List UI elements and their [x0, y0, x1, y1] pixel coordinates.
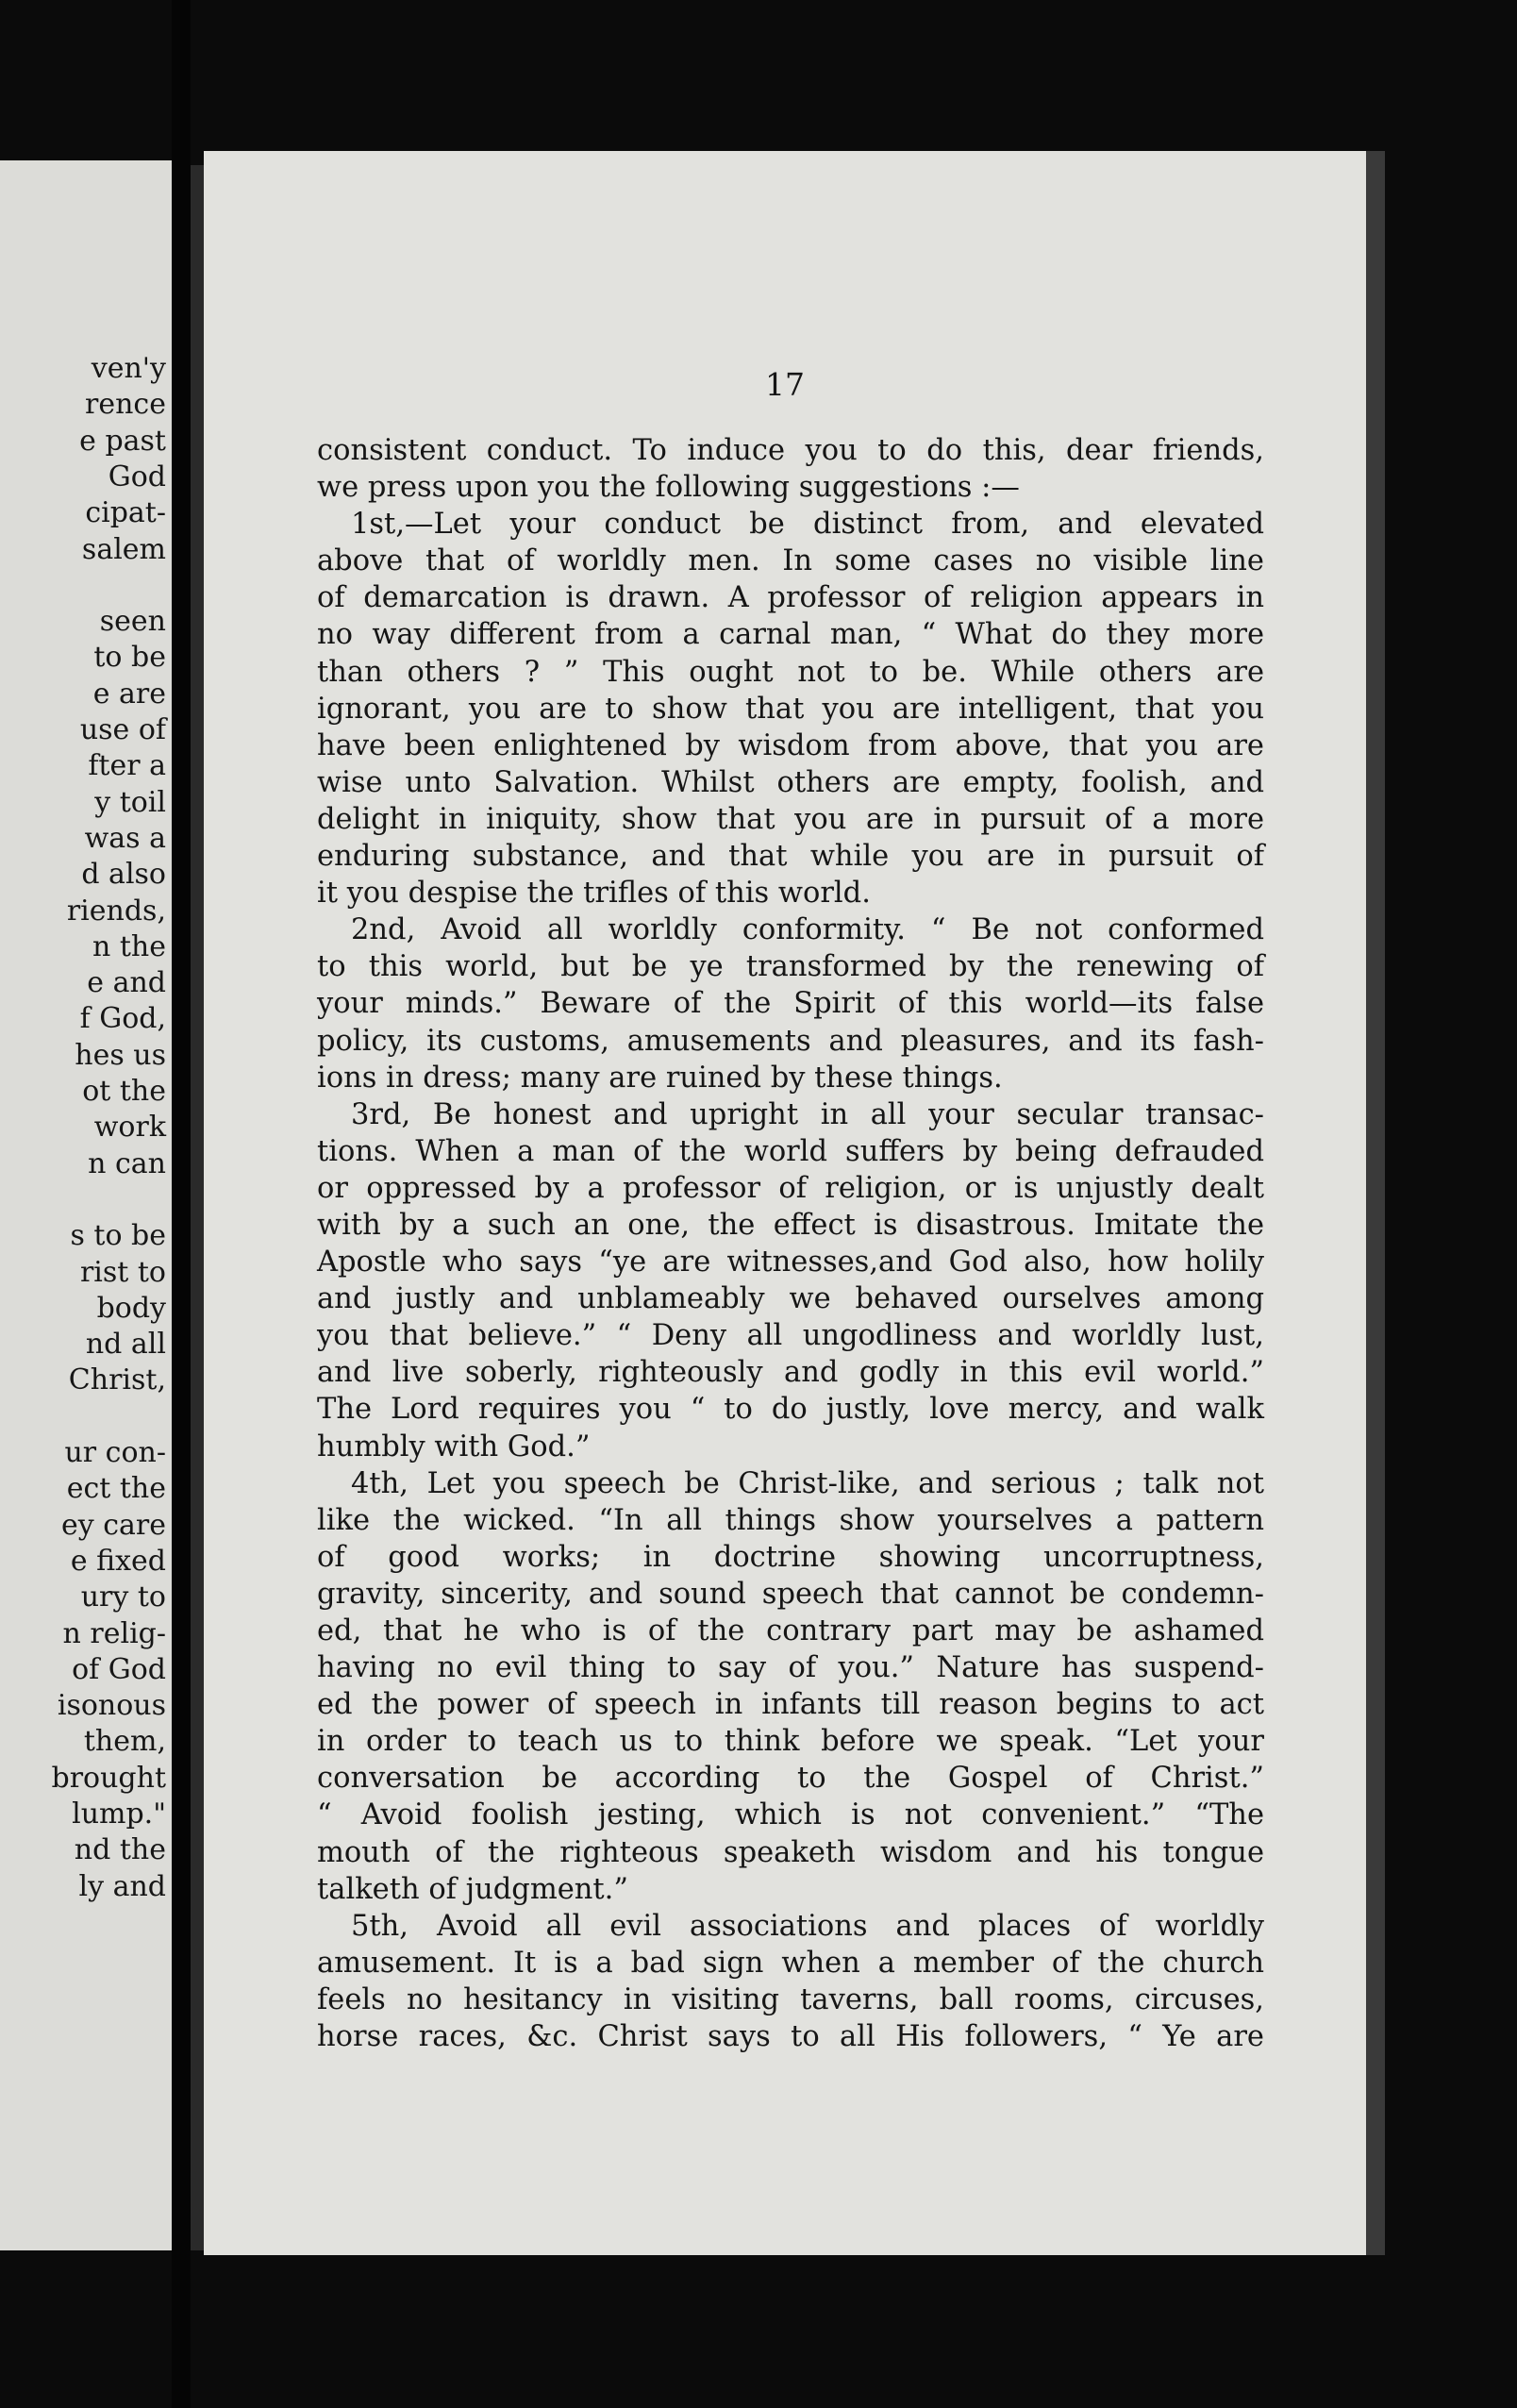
previous-page-line: ect the	[66, 1472, 166, 1506]
text-line: 4th, Let you speech be Christ-like, and serious ; talk not	[351, 1466, 1264, 1500]
text-line: ions in dress; many are ruined by these things.	[317, 1061, 1003, 1095]
previous-page-line: n relig-	[62, 1616, 166, 1650]
previous-page-line: work	[93, 1111, 166, 1145]
text-line: and justly and unblameably we behaved ourselves among	[317, 1282, 1264, 1316]
page-right-shadow	[1366, 151, 1385, 2255]
previous-page-line: body	[96, 1291, 166, 1325]
previous-page-line: e past	[79, 424, 166, 458]
text-line: and live soberly, righteously and godly in this evil world.”	[317, 1356, 1264, 1390]
current-page	[204, 151, 1366, 2255]
previous-page-line: d also	[81, 858, 166, 892]
text-line: to this world, but be ye transformed by the renewing of	[317, 950, 1264, 984]
previous-page-line: ury to	[80, 1580, 166, 1614]
text-line: enduring substance, and that while you are in pursuit of	[317, 840, 1264, 874]
previous-page-line: of God	[72, 1652, 166, 1686]
text-line: talketh of judgment.”	[317, 1872, 628, 1906]
text-line: “ Avoid foolish jesting, which is not convenient.” “The	[317, 1798, 1264, 1832]
previous-page-line: hes us	[75, 1038, 166, 1072]
text-line: above that of worldly men. In some cases no visible line	[317, 544, 1264, 578]
text-line: Apostle who says “ye are witnesses,and God also, how holily	[317, 1246, 1264, 1279]
previous-page-line: e and	[87, 966, 166, 1000]
text-line: having no evil thing to say of you.” Nature has suspend-	[317, 1651, 1264, 1685]
text-line: it you despise the trifles of this world.	[317, 877, 871, 911]
previous-page-line: ly and	[78, 1869, 166, 1903]
text-line: ignorant, you are to show that you are intelligent, that you	[317, 692, 1264, 726]
text-line: have been enlightened by wisdom from above, that you are	[317, 728, 1264, 762]
previous-page-line: riends,	[66, 894, 166, 928]
text-line: 3rd, Be honest and upright in all your secular transac-	[351, 1097, 1264, 1131]
text-line: like the wicked. “In all things show yourselves a pattern	[317, 1503, 1264, 1537]
text-line: you that believe.” “ Deny all ungodliness and worldly lust,	[317, 1319, 1264, 1353]
previous-page-line: brought	[51, 1761, 166, 1795]
text-line: policy, its customs, amusements and pleasures, and its fash-	[317, 1024, 1264, 1058]
text-line: gravity, sincerity, and sound speech that cannot be condemn-	[317, 1577, 1264, 1611]
text-line: we press upon you the following suggestions :—	[317, 471, 1020, 505]
previous-page-text	[0, 160, 172, 2250]
text-line: no way different from a carnal man, “ What do they more	[317, 618, 1264, 652]
previous-page-line: nd all	[85, 1328, 166, 1362]
previous-page-line: fter a	[88, 749, 166, 783]
text-line: delight in iniquity, show that you are in pursuit of a more	[317, 802, 1264, 836]
text-line: 1st,—Let your conduct be distinct from, and elevated	[351, 508, 1264, 542]
previous-page-line: cipat-	[85, 496, 166, 530]
page-body-text	[317, 432, 1264, 2055]
previous-page-line: ven'y	[91, 352, 166, 385]
previous-page-line: f God,	[79, 1002, 166, 1036]
text-line: consistent conduct. To induce you to do this, dear friends,	[317, 434, 1264, 467]
previous-page-line: salem	[81, 532, 166, 566]
previous-page-line: use of	[79, 713, 166, 746]
text-line: wise unto Salvation. Whilst others are empty, foolish, and	[317, 765, 1264, 799]
text-line: 2nd, Avoid all worldly conformity. “ Be not conformed	[351, 913, 1264, 947]
page-number: 17	[765, 366, 805, 403]
text-line: than others ? ” This ought not to be. While others are	[317, 655, 1264, 689]
text-line: or oppressed by a professor of religion, or is unjustly dealt	[317, 1171, 1264, 1205]
previous-page-line: e are	[92, 677, 166, 711]
book-gutter	[172, 0, 191, 2408]
previous-page-line: y toil	[94, 785, 166, 819]
previous-page-line: isonous	[57, 1689, 166, 1723]
text-line: with by a such an one, the effect is disastrous. Imitate the	[317, 1208, 1264, 1242]
previous-page-line: ot the	[82, 1075, 166, 1108]
previous-page-line: ur con-	[64, 1436, 166, 1469]
previous-page-line: nd the	[74, 1833, 166, 1867]
text-line: of good works; in doctrine showing uncorruptness,	[317, 1540, 1264, 1574]
previous-page-line: them,	[83, 1725, 166, 1759]
previous-page-line: seen	[99, 605, 166, 639]
text-line: amusement. It is a bad sign when a member of the church	[317, 1946, 1264, 1980]
text-line: mouth of the righteous speaketh wisdom and his tongue	[317, 1835, 1264, 1869]
text-line: The Lord requires you “ to do justly, love mercy, and walk	[317, 1393, 1264, 1427]
previous-page-line: e fixed	[70, 1544, 166, 1578]
previous-page-line: n can	[88, 1146, 166, 1180]
text-line: feels no hesitancy in visiting taverns, ball rooms, circuses,	[317, 1982, 1264, 2016]
previous-page-line: ey care	[60, 1508, 166, 1542]
previous-page-line: s to be	[70, 1219, 166, 1253]
text-line: ed, that he who is of the contrary part may be ashamed	[317, 1614, 1264, 1647]
page-edge-shadow	[191, 165, 204, 2250]
text-line: tions. When a man of the world suffers by being defrauded	[317, 1134, 1264, 1168]
previous-page-line: lump."	[72, 1798, 166, 1831]
text-line: ed the power of speech in infants till reason begins to act	[317, 1688, 1264, 1722]
previous-page-line: n the	[92, 929, 166, 963]
text-line: your minds.” Beware of the Spirit of this world—its false	[317, 987, 1264, 1021]
text-line: horse races, &c. Christ says to all His followers, “ Ye are	[317, 2020, 1264, 2054]
text-line: of demarcation is drawn. A professor of religion appears in	[317, 581, 1264, 615]
text-line: humbly with God.”	[317, 1430, 591, 1463]
text-line: in order to teach us to think before we speak. “Let your	[317, 1725, 1264, 1759]
previous-page-line: rist to	[79, 1255, 166, 1289]
text-line: conversation be according to the Gospel of Christ.”	[317, 1762, 1264, 1796]
previous-page-line: rence	[85, 388, 166, 422]
text-line: 5th, Avoid all evil associations and places of worldly	[351, 1909, 1264, 1943]
previous-page-line: to be	[93, 641, 166, 675]
previous-page-line: Christ,	[68, 1363, 166, 1397]
previous-page-line: was a	[84, 821, 166, 855]
previous-page-line: God	[108, 460, 166, 493]
previous-page-edge	[0, 160, 172, 2250]
